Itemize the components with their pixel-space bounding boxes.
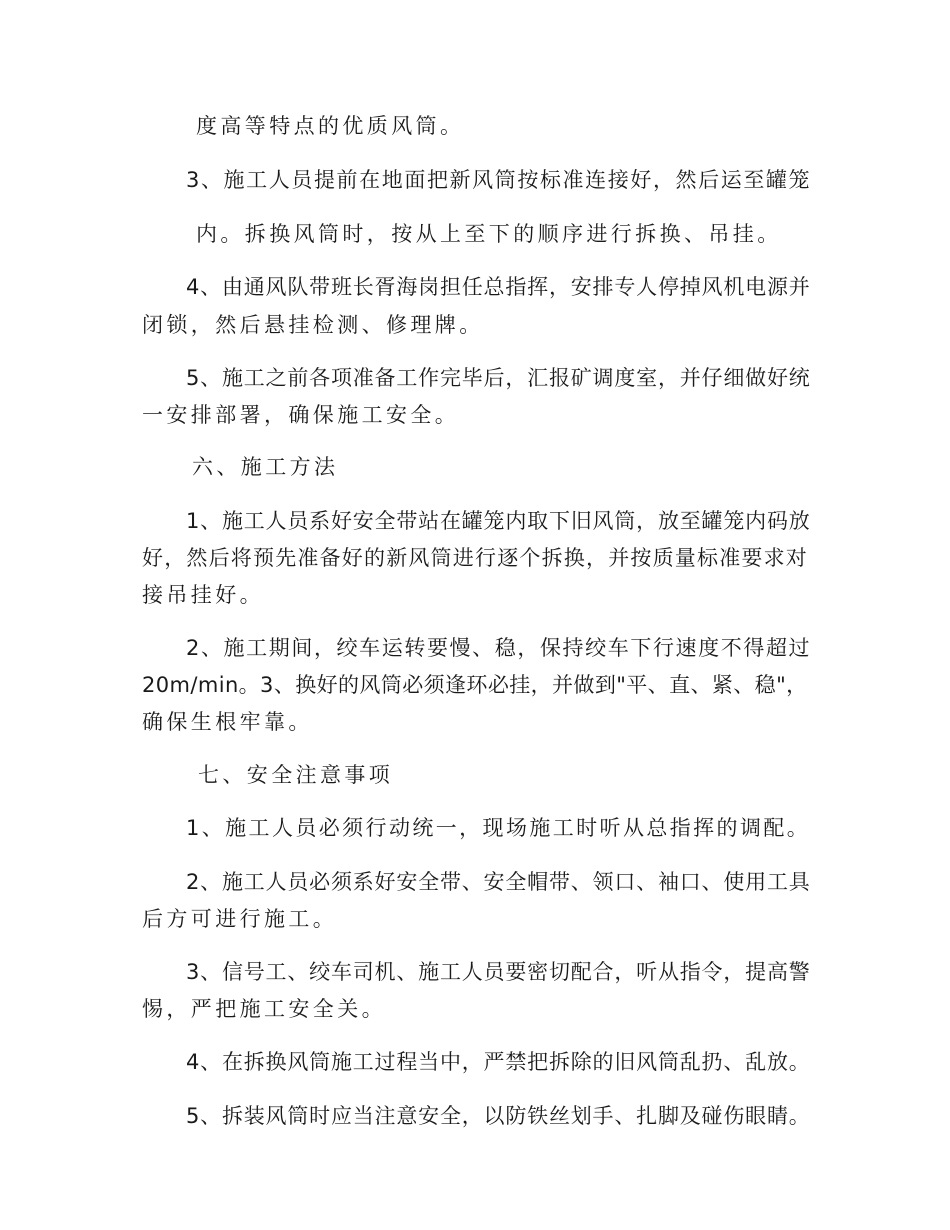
text-line: 3、施工人员提前在地面把新风筒按标准连接好，然后运至罐笼: [186, 168, 812, 192]
text-line: 1、施工人员必须行动统一，现场施工时听从总指挥的调配。: [186, 816, 811, 840]
text-line: 一安排部署，确保施工安全。: [142, 403, 460, 427]
text-line: 惕，严把施工安全关。: [142, 997, 386, 1021]
text-line: 2、施工人员必须系好安全带、安全帽带、领口、袖口、使用工具: [186, 870, 811, 894]
text-line: 闭锁，然后悬挂检测、修理牌。: [142, 313, 484, 337]
text-line: 5、施工之前各项准备工作完毕后，汇报矿调度室，并仔细做好统: [186, 366, 811, 390]
text-line: 4、在拆换风筒施工过程当中，严禁把拆除的旧风筒乱扔、乱放。: [186, 1050, 811, 1074]
section-heading: 六、施工方法: [192, 455, 339, 479]
text-line: 确保生根牢靠。: [142, 710, 313, 734]
text-line: 20m/min。3、换好的风筒必须逢环必挂，并做到"平、直、紧、稳"，: [142, 673, 808, 697]
text-line: 1、施工人员系好安全带站在罐笼内取下旧风筒，放至罐笼内码放: [186, 509, 811, 533]
text-line: 2、施工期间，绞车运转要慢、稳，保持绞车下行速度不得超过: [186, 636, 812, 660]
section-heading: 七、安全注意事项: [198, 763, 394, 787]
text-line: 4、由通风队带班长胥海岗担任总指挥，安排专人停掉风机电源并: [186, 275, 811, 299]
text-line: 后方可进行施工。: [142, 907, 338, 931]
text-line: 5、拆装风筒时应当注意安全，以防铁丝划手、扎脚及碰伤眼睛。: [186, 1104, 811, 1128]
text-line: 度高等特点的优质风筒。: [196, 114, 465, 138]
text-line: 3、信号工、绞车司机、施工人员要密切配合，听从指令，提高警: [186, 960, 811, 984]
text-line: 内。拆换风筒时，按从上至下的顺序进行拆换、吊挂。: [196, 222, 782, 246]
text-line: 接吊挂好。: [142, 583, 264, 607]
text-line: 好，然后将预先准备好的新风筒进行逐个拆换，并按质量标准要求对: [142, 546, 808, 570]
